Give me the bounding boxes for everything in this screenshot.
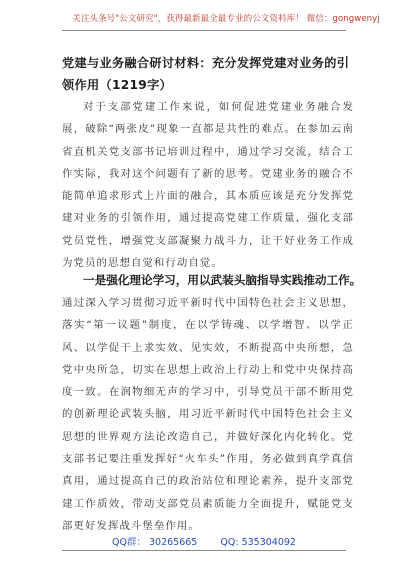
document-title: 党建与业务融合研讨材料：充分发挥党建对业务的引领作用（1219字）: [62, 56, 350, 92]
intro-paragraph: 对于支部党建工作来说，如何促进党建业务融合发展，破除“两张皮”现象一直都是共性的难点。在参加云南省直机关党支部书记培训过程中，通过学习交流，结合工作实际，我对这个问题有了新的思考。党建业务的融合不能简单追求形式上片面的融合，其本质应该是充分发挥党建对业务的引领作用，通过提高党建工作质量，强化支部党员党性，增强党支部凝聚力战斗力，让干好业务工作成为党员的思想自觉和行动自觉。: [62, 101, 354, 270]
footer-qq: QQ: 535304092: [220, 537, 296, 548]
footer-contacts: [0, 534, 408, 548]
section-heading: 一是强化理论学习，用以武装头脑指导实践推动工作。: [83, 273, 362, 287]
section-paragraph: 通过深入学习贯彻习近平新时代中国特色社会主义思想，落实“第一议题”制度，在以学铸魂、以学增智、以学正风、以学促干上求实效、见实效，不断提高中央所想，急党中央所急，切实在思想上政治上行动上和党中央保持高度一致。在润物细无声的学习中，引导党员干部不断用党的创新理论武装头脑，用习近平新时代中国特色社会主义思想的世界观方法论改造自己，并做好深化内化转化。党支部书记要注重发挥好“火车头”作用，务必做到真学真信真用，通过提高自己的政治站位和理论素养，提升支部党建工作质效，带动支部党员素质能力全面提升，赋能党支部更好发挥战斗堡垒作用。: [62, 297, 354, 532]
footer-qq-group: QQ群： 30265665: [112, 537, 198, 548]
footer-divider: [62, 550, 346, 551]
header-banner: 关注头条号"公文研究"，获得最新最全最专业的公文资料库！ 微信：gongwenyj: [72, 14, 380, 24]
header-divider: [62, 30, 346, 31]
